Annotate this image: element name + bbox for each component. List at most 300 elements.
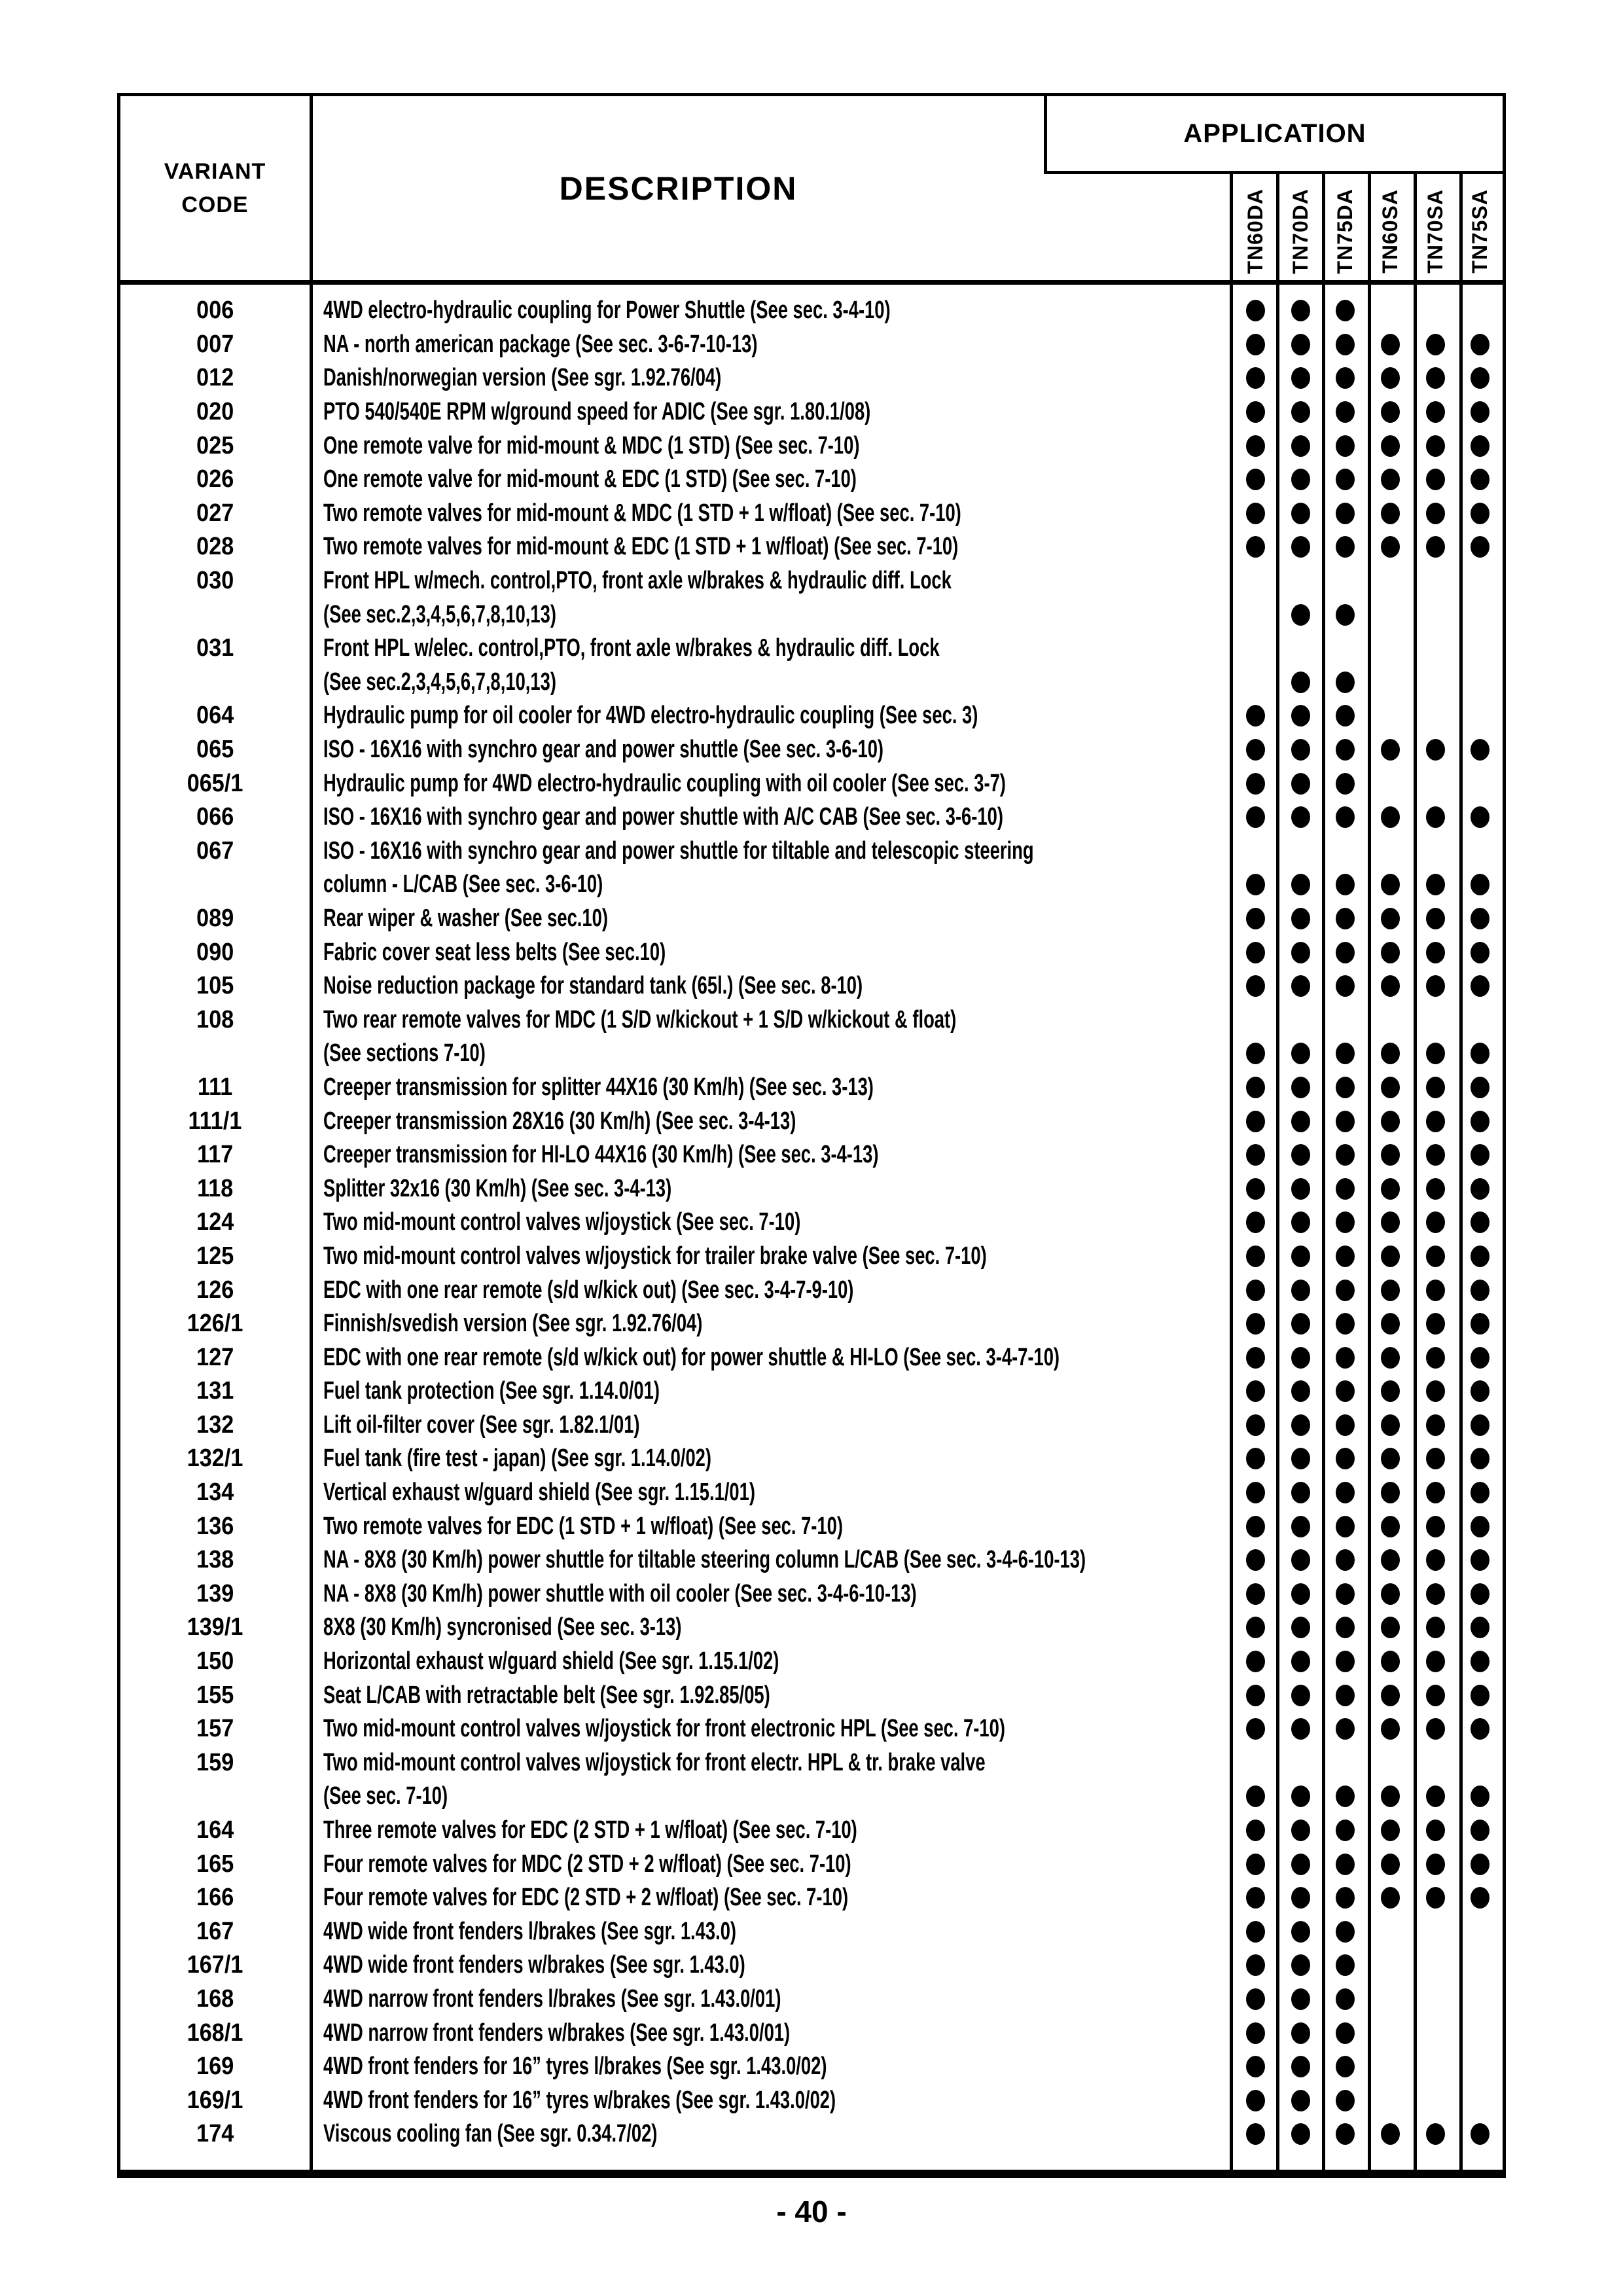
table-row [120,1915,1503,1949]
application-dot [1246,874,1265,895]
application-cell-tn75sa [1457,1948,1503,1982]
application-cell-tn70da [1278,463,1323,497]
application-cell-tn60sa [1368,1948,1413,1982]
description-text: 4WD narrow front fenders l/brakes (See sgr. 1.43.0/01) [323,1984,781,2013]
variant-code-cell [120,905,310,933]
description-text: Splitter 32x16 (30 Km/h) (See sec. 3-4-13) [323,1174,672,1202]
application-cell-tn75da [1323,1172,1368,1206]
application-cell-tn60da [1233,1138,1278,1172]
application-cell-tn60sa [1368,1645,1413,1679]
application-cell-tn60sa [1368,1712,1413,1746]
application-dot [1426,1516,1445,1537]
application-cell-tn70da [1278,1577,1323,1611]
description-text: Fuel tank protection (See sgr. 1.14.0/01) [323,1377,660,1405]
application-dot [1291,1549,1310,1571]
application-cell-tn60da [1233,1543,1278,1577]
application-dot [1471,401,1489,423]
table-row [120,1712,1503,1746]
model-column-divider [1322,174,1325,2170]
variant-code: 067 [196,836,234,865]
application-dot [1336,2056,1355,2077]
application-cell-tn70da [1278,1307,1323,1341]
variant-code-cell [120,1749,310,1777]
application-cell-tn75sa [1457,1037,1503,1071]
table-row [120,733,1503,767]
application-dot [1291,1313,1310,1335]
application-cell-tn75sa [1457,1408,1503,1443]
application-cell-tn70sa [1413,2016,1458,2050]
application-cell-tn75da [1323,1340,1368,1374]
variant-code: 150 [196,1647,234,1676]
application-cell-tn60da [1233,1847,1278,1881]
application-cell-tn70sa [1413,1881,1458,1915]
application-cell-tn60da [1233,1577,1278,1611]
application-cell-tn70sa [1413,497,1458,531]
table-row [120,1509,1503,1543]
application-cell-tn60sa [1368,1847,1413,1881]
application-cell-tn75da [1323,497,1368,531]
variant-code-cell [120,364,310,392]
application-cell-tn70sa [1413,766,1458,800]
application-cell-tn75sa [1457,1847,1503,1881]
application-cell-tn60da [1233,1746,1278,1780]
table-row [120,632,1503,666]
application-dot [1291,1583,1310,1605]
variant-code: 065/1 [187,769,243,797]
application-cell-tn70sa [1413,1915,1458,1949]
application-cell-tn70sa [1413,1240,1458,1274]
application-cell-tn60da [1233,868,1278,902]
variant-code-cell [120,1850,310,1878]
description-cell [313,1647,1230,1676]
table-row [120,1948,1503,1982]
description-cell [313,634,1230,662]
application-cell-tn70sa [1413,1138,1458,1172]
application-cell-tn70da [1278,1847,1323,1881]
application-dot [1336,1414,1355,1436]
table-row [120,1645,1503,1679]
variant-code-cell [120,432,310,460]
variant-code-cell [120,398,310,426]
application-cell-tn60da [1233,463,1278,497]
application-cell-tn60da [1233,1948,1278,1982]
application-cell-tn60sa [1368,766,1413,800]
application-cell-tn70sa [1413,564,1458,598]
application-dot [1471,1482,1489,1503]
application-dot [1336,2123,1355,2145]
description-text: NA - 8X8 (30 Km/h) power shuttle for tiltable steering column L/CAB (See sec. 3-4-6-10-13) [323,1546,1086,1574]
table-row [120,598,1503,632]
application-dot [1336,1077,1355,1098]
application-cell-tn60da [1233,497,1278,531]
application-cell-tn70sa [1413,1307,1458,1341]
variant-code-cell [120,1816,310,1844]
application-dot [1381,2123,1400,2145]
application-cell-tn60da [1233,2016,1278,2050]
application-dot [1291,908,1310,929]
application-dot [1291,672,1310,693]
application-cell-tn60sa [1368,497,1413,531]
application-dot [1291,1246,1310,1267]
application-cell-tn70sa [1413,1206,1458,1240]
description-text: Two mid-mount control valves w/joystick for trailer brake valve (See sec. 7-10) [323,1242,987,1270]
application-cell-tn75da [1323,429,1368,463]
application-dot [1246,1246,1265,1267]
application-dot [1381,739,1400,761]
application-dot [1291,975,1310,997]
application-dot [1471,1516,1489,1537]
application-cell-tn70da [1278,1509,1323,1543]
application-cell-tn70da [1278,1206,1323,1240]
application-cell-tn75sa [1457,1442,1503,1476]
application-cell-tn70sa [1413,1374,1458,1408]
table-row [120,294,1503,328]
application-dot [1471,1144,1489,1166]
variant-code: 155 [196,1681,234,1709]
application-dot [1291,1380,1310,1402]
model-column-header-tn70sa [1413,174,1458,280]
variant-code-cell [120,533,310,561]
application-dot [1381,367,1400,389]
variant-code: 168/1 [187,2018,243,2047]
application-cell-tn70da [1278,530,1323,564]
application-cell-tn70sa [1413,1982,1458,2017]
application-dot [1381,1617,1400,1638]
application-cell-tn60da [1233,1273,1278,1307]
application-cell-tn70da [1278,361,1323,395]
application-dot [1426,1448,1445,1469]
application-cell-tn70sa [1413,935,1458,969]
application-dot [1336,1448,1355,1469]
variant-code: 169/1 [187,2086,243,2114]
description-cell [313,1884,1230,1912]
application-dot [1471,1211,1489,1233]
application-dot [1381,1651,1400,1672]
application-dot [1246,739,1265,761]
application-cell-tn60da [1233,2117,1278,2151]
description-text: Seat L/CAB with retractable belt (See sgr. 1.92.85/05) [323,1681,770,1709]
application-dot [1291,536,1310,558]
application-dot [1246,705,1265,726]
application-dot [1381,1077,1400,1098]
application-cell-tn75da [1323,1780,1368,1814]
variant-code: 065 [196,736,234,764]
application-cell-tn75sa [1457,902,1503,936]
application-dot [1336,469,1355,490]
variant-code: 168 [196,1984,234,2013]
application-dot [1291,806,1310,828]
application-dot [1471,1178,1489,1200]
application-cell-tn75sa [1457,1307,1503,1341]
application-cell-tn60sa [1368,1138,1413,1172]
application-dot [1426,1144,1445,1166]
variant-code: 138 [196,1546,234,1574]
application-dot [1426,1280,1445,1301]
application-cell-tn60sa [1368,1408,1413,1443]
application-cell-tn70sa [1413,1678,1458,1712]
application-dot [1336,1380,1355,1402]
variant-code-cell [120,1310,310,1338]
application-cell-tn75sa [1457,1273,1503,1307]
variant-code: 066 [196,803,234,831]
application-cell-tn75sa [1457,1509,1503,1543]
application-cell-tn75sa [1457,1476,1503,1510]
application-dot [1336,773,1355,795]
variant-code-cell [120,972,310,1000]
variant-code: 139 [196,1579,234,1607]
application-cell-tn70da [1278,1138,1323,1172]
application-dot [1471,1583,1489,1605]
description-text: NA - north american package (See sec. 3-6-7-10-13) [323,330,758,358]
application-dot [1426,739,1445,761]
application-dot [1336,1718,1355,1740]
application-cell-tn75sa [1457,361,1503,395]
application-cell-tn70da [1278,1982,1323,2017]
application-dot [1471,334,1489,355]
application-cell-tn70da [1278,834,1323,869]
application-cell-tn70sa [1413,1104,1458,1138]
application-dot [1291,1280,1310,1301]
application-cell-tn70sa [1413,1442,1458,1476]
application-cell-tn75da [1323,294,1368,328]
application-dot [1336,1685,1355,1706]
application-cell-tn60sa [1368,429,1413,463]
application-cell-tn75sa [1457,1611,1503,1645]
application-cell-tn60da [1233,1071,1278,1105]
application-cell-tn70da [1278,1104,1323,1138]
description-text: (See sec.2,3,4,5,6,7,8,10,13) [323,600,556,628]
application-dot [1471,469,1489,490]
description-cell [313,1006,1230,1034]
application-cell-tn60da [1233,429,1278,463]
application-cell-tn75da [1323,1408,1368,1443]
application-cell-tn75da [1323,2117,1368,2151]
table-row [120,834,1503,869]
application-cell-tn70da [1278,1780,1323,1814]
application-dot [1246,1921,1265,1943]
variant-code-cell [120,1513,310,1541]
description-text: Two remote valves for mid-mount & MDC (1 STD + 1 w/float) (See sec. 7-10) [323,499,961,527]
application-cell-tn70da [1278,699,1323,733]
application-cell-tn70da [1278,1037,1323,1071]
application-dot [1246,367,1265,389]
application-dot [1291,773,1310,795]
application-cell-tn70sa [1413,1712,1458,1746]
application-cell-tn60da [1233,294,1278,328]
application-cell-tn70da [1278,1712,1323,1746]
application-cell-tn60da [1233,1915,1278,1949]
variant-code-header [120,96,310,280]
application-cell-tn70da [1278,935,1323,969]
application-cell-tn60sa [1368,1915,1413,1949]
application-dot [1471,1785,1489,1807]
variant-header-line1: VARIANT [164,158,266,184]
table-row [120,1847,1503,1881]
application-cell-tn70sa [1413,2050,1458,2084]
table-row [120,766,1503,800]
table-row [120,1611,1503,1645]
variant-code-cell [120,1918,310,1946]
application-dot [1336,1549,1355,1571]
application-dot [1291,1785,1310,1807]
application-dot [1471,1854,1489,1875]
application-dot [1336,1178,1355,1200]
application-dot [1381,1482,1400,1503]
application-dot [1246,773,1265,795]
application-dot [1426,806,1445,828]
application-dot [1246,2123,1265,2145]
application-dot [1471,435,1489,457]
model-label: TN70SA [1423,189,1447,274]
variant-code-cell [120,939,310,967]
application-cell-tn75sa [1457,1982,1503,2017]
application-dot [1246,435,1265,457]
application-dot [1471,1111,1489,1132]
application-dot [1291,1077,1310,1098]
application-cell-tn75da [1323,1104,1368,1138]
application-dot [1291,1111,1310,1132]
application-cell-tn75sa [1457,1678,1503,1712]
variant-code: 090 [196,938,234,966]
application-cell-tn75da [1323,1814,1368,1848]
application-cell-tn70sa [1413,733,1458,767]
application-dot [1426,2123,1445,2145]
application-cell-tn60da [1233,598,1278,632]
variant-code: 132/1 [187,1444,243,1473]
application-dot [1246,1414,1265,1436]
variant-code-cell [120,2120,310,2148]
variant-code: 131 [196,1377,234,1405]
application-cell-tn70sa [1413,969,1458,1003]
description-cell [313,465,1230,493]
application-dot [1426,1077,1445,1098]
application-cell-tn75sa [1457,1915,1503,1949]
application-dot [1426,469,1445,490]
application-dot [1381,1718,1400,1740]
application-cell-tn70sa [1413,1645,1458,1679]
application-cell-tn70da [1278,1340,1323,1374]
table-row [120,800,1503,834]
application-cell-tn60da [1233,1611,1278,1645]
variant-code-cell [120,1951,310,1979]
variant-code: 159 [196,1748,234,1776]
application-cell-tn70da [1278,1645,1323,1679]
variant-code-cell [120,870,310,899]
application-cell-tn70da [1278,1746,1323,1780]
model-column-headers [1233,174,1503,280]
application-cell-tn75da [1323,1071,1368,1105]
application-dot [1471,1448,1489,1469]
variant-code-cell [120,1107,310,1136]
application-cell-tn75sa [1457,2117,1503,2151]
description-text: (See sections 7-10) [323,1039,486,1067]
application-cell-tn60da [1233,969,1278,1003]
application-cell-tn70da [1278,395,1323,429]
description-cell [313,398,1230,426]
application-dot [1291,1718,1310,1740]
application-cell-tn75sa [1457,699,1503,733]
application-dot [1471,1280,1489,1301]
application-dot [1426,1854,1445,1875]
application-cell-tn75sa [1457,2016,1503,2050]
model-column-header-tn60da [1233,174,1278,280]
application-cell-tn75sa [1457,497,1503,531]
application-dot [1426,975,1445,997]
application-cell-tn60da [1233,800,1278,834]
application-dot [1291,874,1310,895]
application-dot [1336,1246,1355,1267]
variant-code-cell [120,1479,310,1507]
application-dot [1381,1313,1400,1335]
application-cell-tn60da [1233,2050,1278,2084]
application-dot [1291,401,1310,423]
variant-code-cell [120,296,310,325]
application-dot [1246,2022,1265,2044]
application-cell-tn60sa [1368,733,1413,767]
application-dot [1291,469,1310,490]
description-text: ISO - 16X16 with synchro gear and power shuttle for tiltable and telescopic steering [323,836,1034,865]
description-cell [313,1242,1230,1270]
description-text: Noise reduction package for standard tank (65l.) (See sec. 8-10) [323,972,863,1000]
application-dot [1336,367,1355,389]
variant-code: 007 [196,330,234,358]
model-column-header-tn60sa [1368,174,1413,280]
model-column-divider [1276,174,1279,2170]
application-dot [1291,942,1310,963]
application-cell-tn75da [1323,1847,1368,1881]
description-cell [313,296,1230,325]
application-cell-tn70da [1278,2083,1323,2117]
application-dot [1246,1820,1265,1841]
application-cell-tn60sa [1368,328,1413,362]
application-cell-tn70sa [1413,868,1458,902]
application-cell-tn60sa [1368,969,1413,1003]
table-row [120,1240,1503,1274]
application-cell-tn60da [1233,1374,1278,1408]
application-cell-tn60da [1233,564,1278,598]
application-dot [1246,334,1265,355]
application-dot [1291,1347,1310,1369]
application-dot [1291,2022,1310,2044]
application-cell-tn60da [1233,1678,1278,1712]
application-cell-tn75da [1323,2083,1368,2117]
application-dot [1381,975,1400,997]
application-dot [1291,2056,1310,2077]
variant-code-cell [120,1175,310,1203]
description-text: Two mid-mount control valves w/joystick for front electr. HPL & tr. brake valve [323,1748,986,1776]
application-dot [1291,1988,1310,2010]
variant-code: 089 [196,904,234,932]
application-cell-tn75da [1323,1003,1368,1037]
description-cell [313,736,1230,764]
application-dot [1471,1043,1489,1064]
variant-code-cell [120,702,310,730]
variant-code: 117 [196,1141,234,1169]
application-dot [1426,1380,1445,1402]
table-row [120,497,1503,531]
application-dot [1336,1785,1355,1807]
application-cell-tn75da [1323,800,1368,834]
application-cell-tn60da [1233,1172,1278,1206]
application-dot [1426,1820,1445,1841]
description-cell [313,533,1230,561]
variant-code-cell [120,1647,310,1676]
application-cell-tn60da [1233,2083,1278,2117]
application-dot [1381,1887,1400,1909]
application-dot [1291,1414,1310,1436]
application-dot [1426,942,1445,963]
table-row [120,328,1503,362]
